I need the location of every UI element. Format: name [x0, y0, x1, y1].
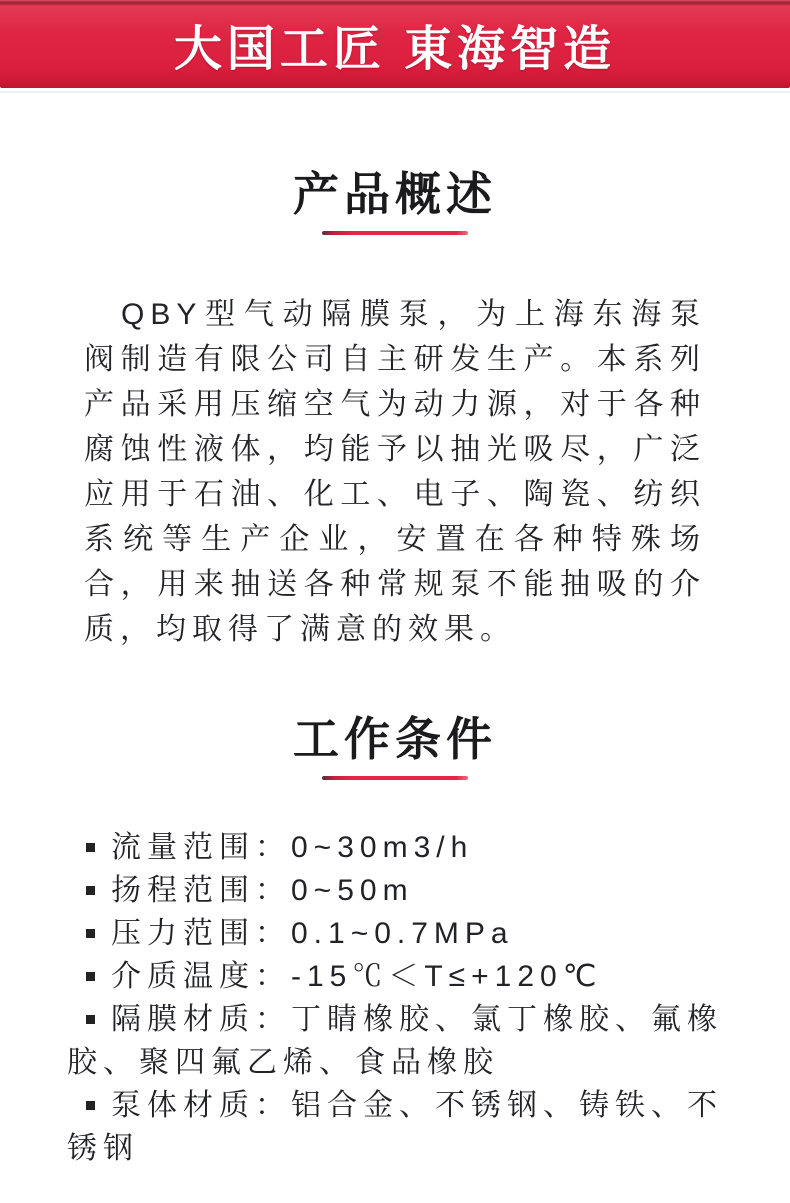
overview-title-underline: [322, 231, 468, 235]
spec-item-medium-temperature: [67, 955, 723, 998]
working-conditions-section-title: 工作条件: [293, 713, 497, 765]
spec-item-text: 扬程范围：0~50m: [111, 874, 414, 907]
overview-paragraph: QBY型气动隔膜泵，为上海东海泵阀制造有限公司自主研发生产。本系列产品采用压缩空气为动力源，对于各种腐蚀性液体，均能予以抽光吸尽，广泛应用于石油、化工、电子、陶瓷、纺织系统等生产企业，安置在各种特殊场合，用来抽送各种常规泵不能抽吸的介质，均取得了满意的效果。: [84, 298, 706, 646]
bullet-square-icon: [86, 929, 95, 938]
bullet-square-icon: [86, 1015, 95, 1024]
banner: [0, 0, 790, 88]
overview-section-title: 产品概述: [293, 168, 497, 220]
spec-item-pressure-range: [67, 912, 723, 955]
spec-item-flow-range: [67, 826, 723, 869]
banner-separator: [0, 91, 790, 93]
section-overview: [0, 170, 790, 652]
bullet-square-icon: [86, 843, 95, 852]
spec-list: [67, 826, 723, 1170]
spec-item-pump-body-material: [67, 1084, 723, 1170]
spec-item-text: 泵体材质：铝合金、不锈钢、铸铁、不锈钢: [67, 1089, 723, 1165]
spec-item-text: 隔膜材质：丁睛橡胶、氯丁橡胶、氟橡胶、聚四氟乙烯、食品橡胶: [67, 1003, 723, 1079]
banner-title: 大国工匠 東海智造: [173, 22, 617, 76]
bullet-square-icon: [86, 886, 95, 895]
spec-item-diaphragm-material: [67, 998, 723, 1084]
spec-item-text: 压力范围：0.1~0.7MPa: [111, 917, 514, 950]
working-conditions-title-underline: [322, 776, 468, 780]
bullet-square-icon: [86, 972, 95, 981]
section-working-conditions: [0, 715, 790, 1170]
spec-item-text: 流量范围：0~30m3/h: [111, 831, 474, 864]
bullet-square-icon: [86, 1101, 95, 1110]
spec-item-head-range: [67, 869, 723, 912]
spec-item-text: 介质温度：-15℃＜T≤+120℃: [111, 960, 603, 993]
